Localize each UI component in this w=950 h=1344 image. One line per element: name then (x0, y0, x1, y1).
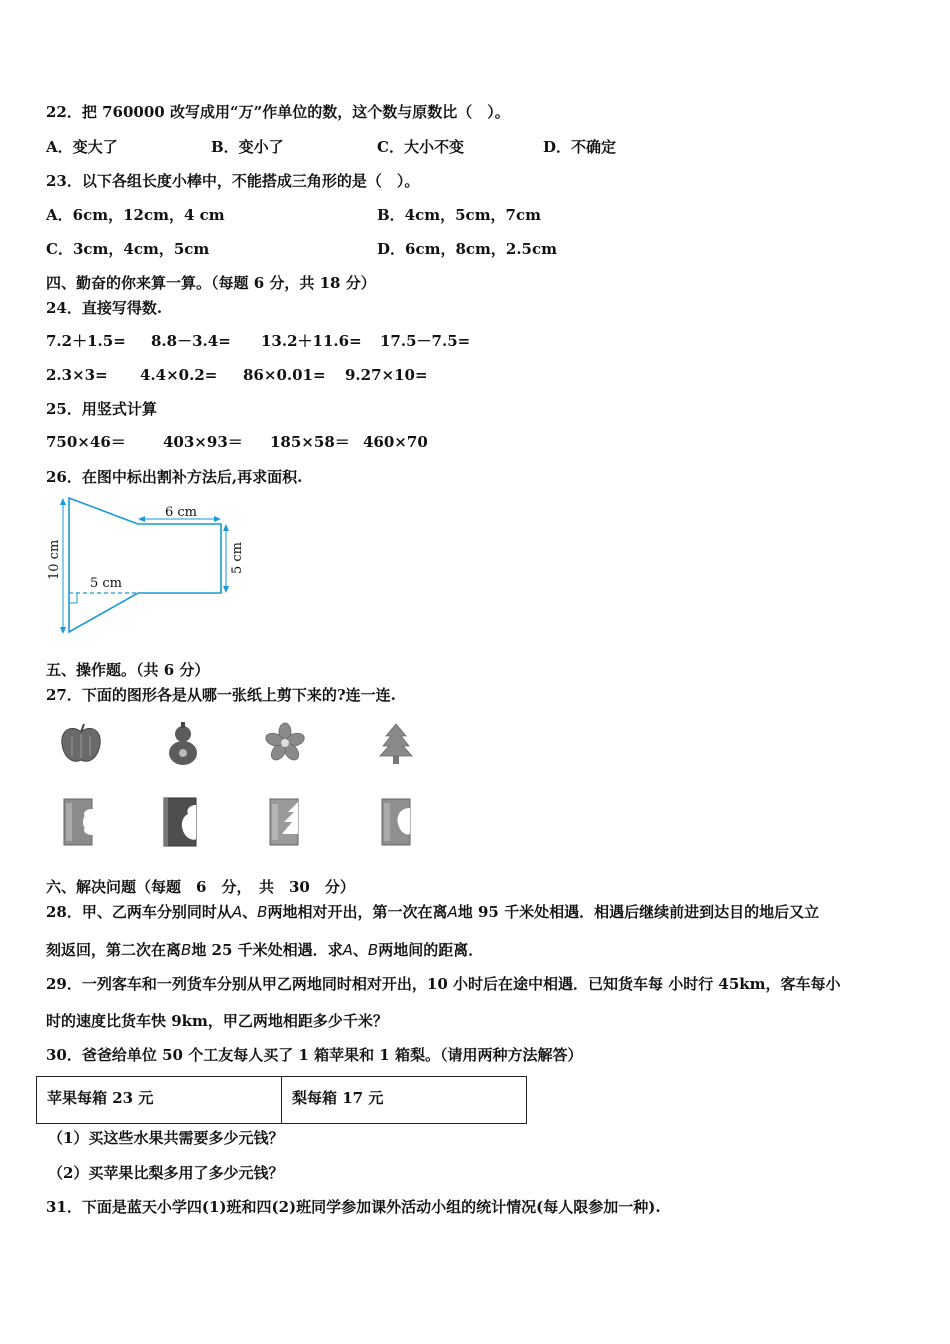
q24-stem: 24．直接写得数. (46, 299, 163, 317)
q24-item-6: 4.4×0.2= (140, 366, 218, 384)
q28-point-b: B (257, 903, 268, 921)
q30-sub-1: （1）买这些水果共需要多少元钱？ (48, 1129, 284, 1147)
q31-stem: 31．下面是蓝天小学四(1)班和四(2)班同学参加课外活动小组的统计情况(每人限参加一种). (46, 1198, 661, 1216)
q26-label-right: 5 cm (230, 541, 245, 574)
q26-label-left: 10 cm (47, 539, 62, 580)
q23-option-a: A．6cm，12cm，4 cm (46, 206, 225, 224)
q28-separator-2: 、 (352, 941, 368, 959)
q28-line-1 (46, 902, 819, 922)
q22-stem: 22．把 760000 改写成用“万”作单位的数，这个数与原数比（ ）。 (46, 103, 510, 121)
q22-option-a: A．变大了 (46, 138, 118, 156)
q29-line-2: 时的速度比货车快 9km，甲乙两地相距多少千米？ (46, 1012, 388, 1030)
q26-label-top: 6 cm (165, 505, 198, 520)
q30-apple-price: 苹果每箱 23 元 (37, 1077, 282, 1124)
q26-right-angle (69, 593, 77, 603)
section-5-heading: 五、操作题。（共 6 分） (46, 661, 210, 679)
paper-apple-cut-icon (378, 796, 416, 848)
tree-icon (376, 722, 416, 766)
q30-price-table (36, 1076, 527, 1124)
q24-item-4: 17.5－7.5= (380, 332, 471, 350)
q28-point-a-2: A (447, 903, 458, 921)
flower-icon (264, 722, 306, 764)
q28-line-2 (46, 940, 483, 960)
q28-point-b-2: B (181, 941, 192, 959)
paper-gourd-cut-icon (160, 795, 200, 849)
q23-stem: 23．以下各组长度小棒中，不能搭成三角形的是（ ）。 (46, 172, 420, 190)
q22-option-d: D．不确定 (543, 138, 617, 156)
paper-flower-cut-icon (60, 796, 98, 848)
q24-item-7: 86×0.01= (243, 366, 326, 384)
q22-option-c: C．大小不变 (377, 138, 464, 156)
q30-pear-price: 梨每箱 17 元 (282, 1077, 527, 1124)
q28-point-b-3: B (367, 941, 379, 959)
q28-text-1a: 28．甲、乙两车分别同时从 (46, 903, 232, 921)
gourd-icon (163, 720, 203, 768)
q28-text-1b: 两地相对开出，第一次在离 (267, 903, 448, 921)
q29-line-1: 29．一列客车和一列货车分别从甲乙两地同时相对开出，10 小时后在途中相遇．已知货车每 小时行 45km，客车每小 (46, 975, 841, 993)
q24-item-8: 9.27×10= (345, 366, 428, 384)
q28-text-1c: 地 95 千米处相遇．相遇后继续前进到达目的地后又立 (457, 903, 820, 921)
q28-text-2b: 地 25 千米处相遇．求 (191, 941, 343, 959)
paper-tree-cut-icon (266, 796, 304, 848)
q26-label-middle: 5 cm (90, 576, 123, 591)
q28-point-a: A (231, 903, 243, 921)
q25-item-4: 460×70 (363, 433, 428, 451)
q22-option-b: B．变小了 (211, 138, 284, 156)
q26-figure (40, 492, 250, 642)
q25-item-3: 185×58＝ (270, 433, 350, 451)
q27-stem: 27．下面的图形各是从哪一张纸上剪下来的?连一连. (46, 686, 396, 704)
q28-separator: 、 (242, 903, 258, 921)
q23-option-d: D．6cm，8cm，2.5cm (377, 240, 557, 258)
q30-stem: 30．爸爸给单位 50 个工友每人买了 1 箱苹果和 1 箱梨。（请用两种方法解答） (46, 1046, 583, 1064)
q23-option-c: C．3cm，4cm，5cm (46, 240, 210, 258)
q28-text-2a: 刻返回，第二次在离 (46, 941, 182, 959)
q23-option-b: B．4cm，5cm，7cm (377, 206, 542, 224)
q28-text-2c: 两地间的距离． (378, 941, 484, 959)
q24-item-1: 7.2＋1.5= (46, 332, 126, 350)
q25-item-2: 403×93＝ (163, 433, 243, 451)
q30-sub-2: （2）买苹果比梨多用了多少元钱？ (48, 1164, 284, 1182)
section-4-heading: 四、勤奋的你来算一算。（每题 6 分，共 18 分） (46, 274, 376, 292)
section-6-heading: 六、解决问题（每题 6 分， 共 30 分） (46, 878, 355, 896)
q24-item-3: 13.2＋11.6= (261, 332, 362, 350)
q24-item-5: 2.3×3= (46, 366, 108, 384)
q25-stem: 25．用竖式计算 (46, 400, 157, 418)
apple-icon (58, 722, 104, 766)
q28-point-a-3: A (342, 941, 353, 959)
q25-item-1: 750×46＝ (46, 433, 126, 451)
q26-stem: 26．在图中标出割补方法后,再求面积. (46, 468, 303, 486)
q24-item-2: 8.8－3.4= (151, 332, 231, 350)
